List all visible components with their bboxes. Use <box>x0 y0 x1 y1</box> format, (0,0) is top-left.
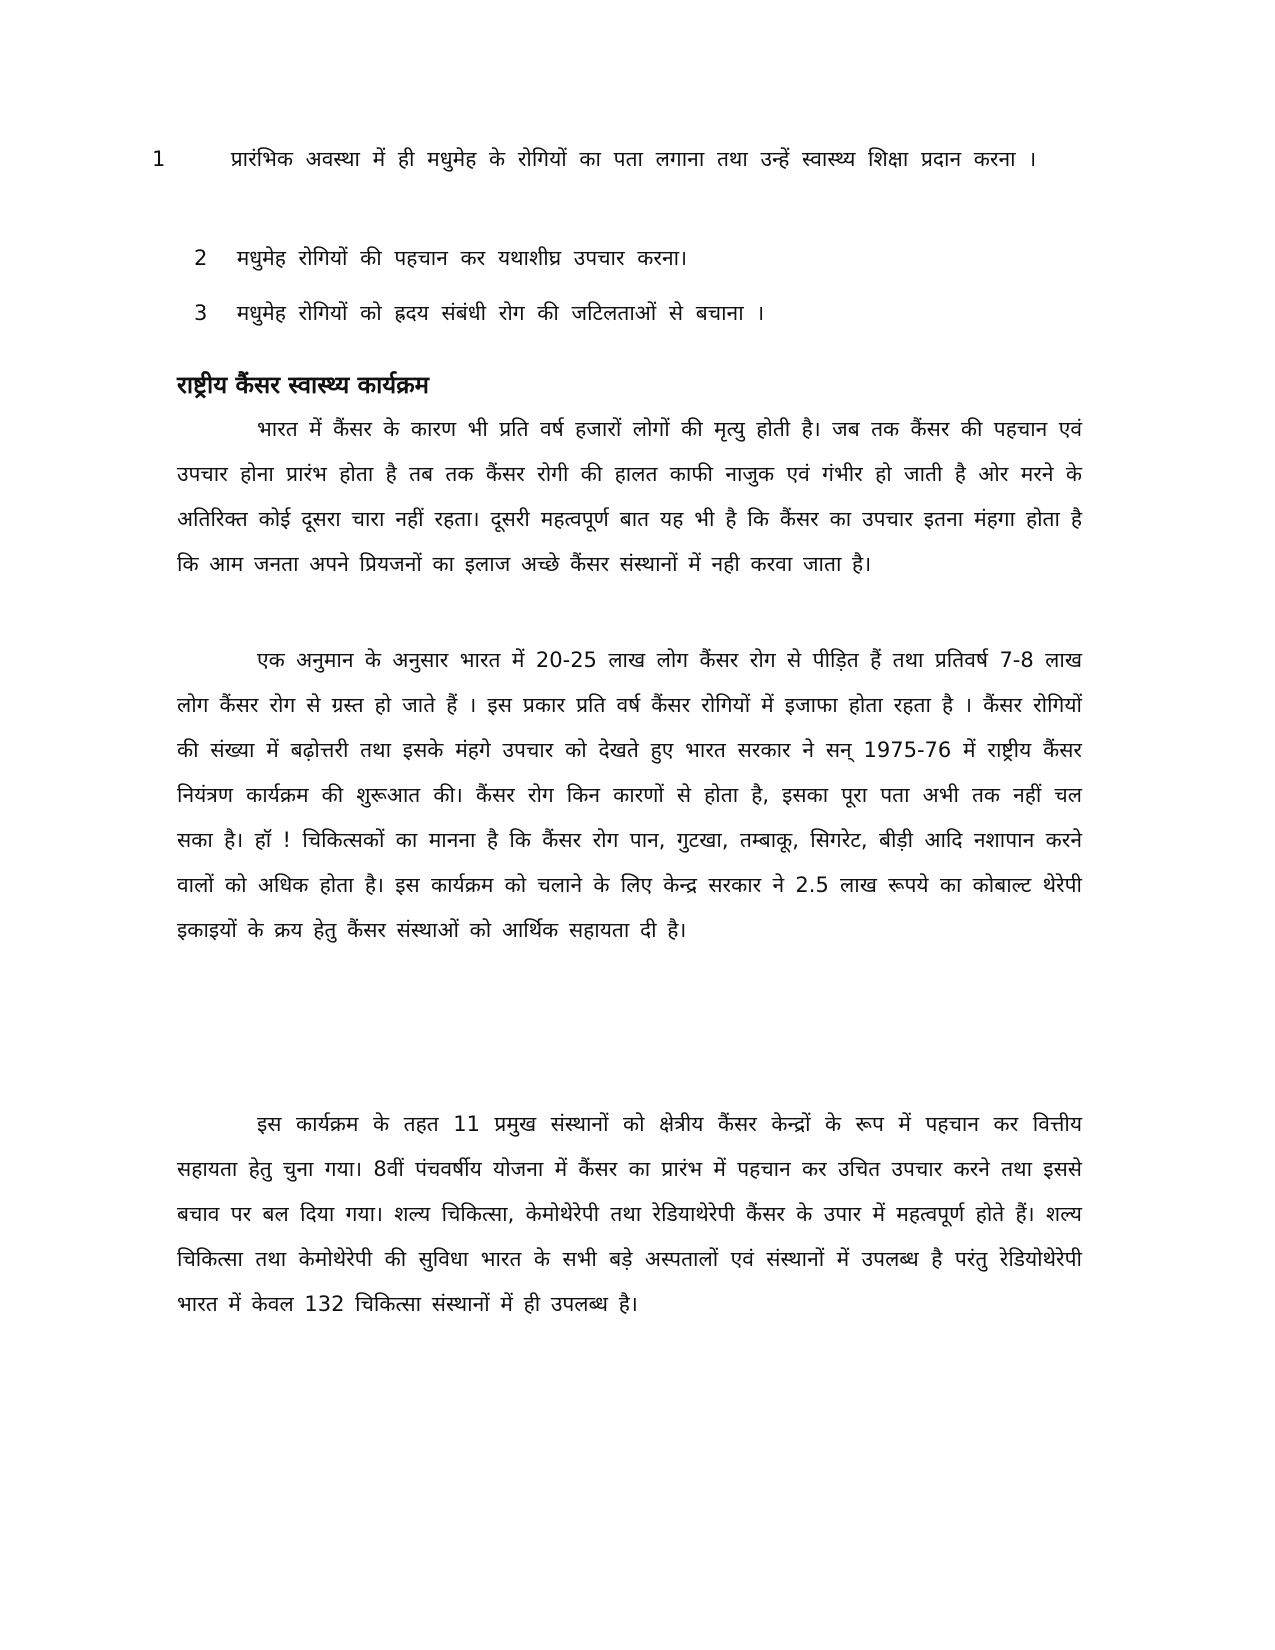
section-heading: राष्ट्रीय कैंसर स्वास्थ्य कार्यक्रम <box>177 371 430 399</box>
list-item-number: 1 <box>152 147 166 171</box>
list-item-text: प्रारंभिक अवस्था में ही मधुमेह के रोगियों का पता लगाना तथा उन्हें स्वास्थ्य शिक्षा प्रदान करना । <box>230 147 1037 171</box>
list-item <box>194 236 1090 280</box>
paragraph: एक अनुमान के अनुसार भारत में 20-25 लाख लोग कैंसर रोग से पीड़ित हैं तथा प्रतिवर्ष 7-8 लाख लोग कैंसर रोग से ग्रस्त हो जाते हैं । इस प्रकार प्रति वर्ष कैंसर रोगियों में इजाफा होता रहता है । कैंसर रोगियों की संख्या में बढ़ोत्तरी तथा इसके मंहगे उपचार को देखते हुए भारत सरकार ने सन् 1975-76 में राष्ट्रीय कैंसर नियंत्रण कार्यक्रम की शुरूआत की। कैंसर रोग किन कारणों से होता है, इसका पूरा पता अभी तक नहीं चल सका है। हॉ ! चिकित्सकों का मानना है कि कैंसर रोग पान, गुटखा, तम्बाकू, सिगरेट, बीड़ी आदि नशापान करने वालों को अधिक होता है। इस कार्यक्रम को चलाने के लिए केन्द्र सरकार ने 2.5 लाख रूपये का कोबाल्ट थेरेपी इकाइयों के क्रय हेतु कैंसर संस्थाओं को आर्थिक सहायता दी है। <box>177 648 1082 942</box>
list-item-number: 2 <box>194 246 208 270</box>
list-item-number: 3 <box>194 301 208 325</box>
paragraph: भारत में कैंसर के कारण भी प्रति वर्ष हजारों लोगों की मृत्यु होती है। जब तक कैंसर की पहचान एवं उपचार होना प्रारंभ होता है तब तक कैंसर रोगी की हालत काफी नाजुक एवं गंभीर हो जाती है ओर मरने के अतिरिक्त कोई दूसरा चारा नहीं रहता। दूसरी महत्वपूर्ण बात यह भी है कि कैंसर का उपचार इतना मंहगा होता है कि आम जनता अपने प्रियजनों का इलाज अच्छे कैंसर संस्थानों में नही करवा जाता है। <box>177 417 1082 576</box>
list-item <box>194 291 1090 335</box>
list-item <box>152 137 1120 181</box>
list-item-text: मधुमेह रोगियों की पहचान कर यथाशीघ्र उपचार करना। <box>236 246 688 270</box>
list-item-text: मधुमेह रोगियों को ह्रदय संबंधी रोग की जटिलताओं से बचाना । <box>236 301 765 325</box>
paragraph: इस कार्यक्रम के तहत 11 प्रमुख संस्थानों को क्षेत्रीय कैंसर केन्द्रों के रूप में पहचान कर वित्तीय सहायता हेतु चुना गया। 8वीं पंचवर्षीय योजना में कैंसर का प्रारंभ में पहचान कर उचित उपचार करने तथा इससे बचाव पर बल दिया गया। शल्य चिकित्सा, केमोथेरेपी तथा रेडियाथेरेपी कैंसर के उपार में महत्वपूर्ण होते हैं। शल्य चिकित्सा तथा केमोथेरेपी की सुविधा भारत के सभी बड़े अस्पतालों एवं संस्थानों में उपलब्ध है परंतु रेडियोथेरेपी भारत में केवल 132 चिकित्सा संस्थानों में ही उपलब्ध है। <box>177 1112 1082 1316</box>
